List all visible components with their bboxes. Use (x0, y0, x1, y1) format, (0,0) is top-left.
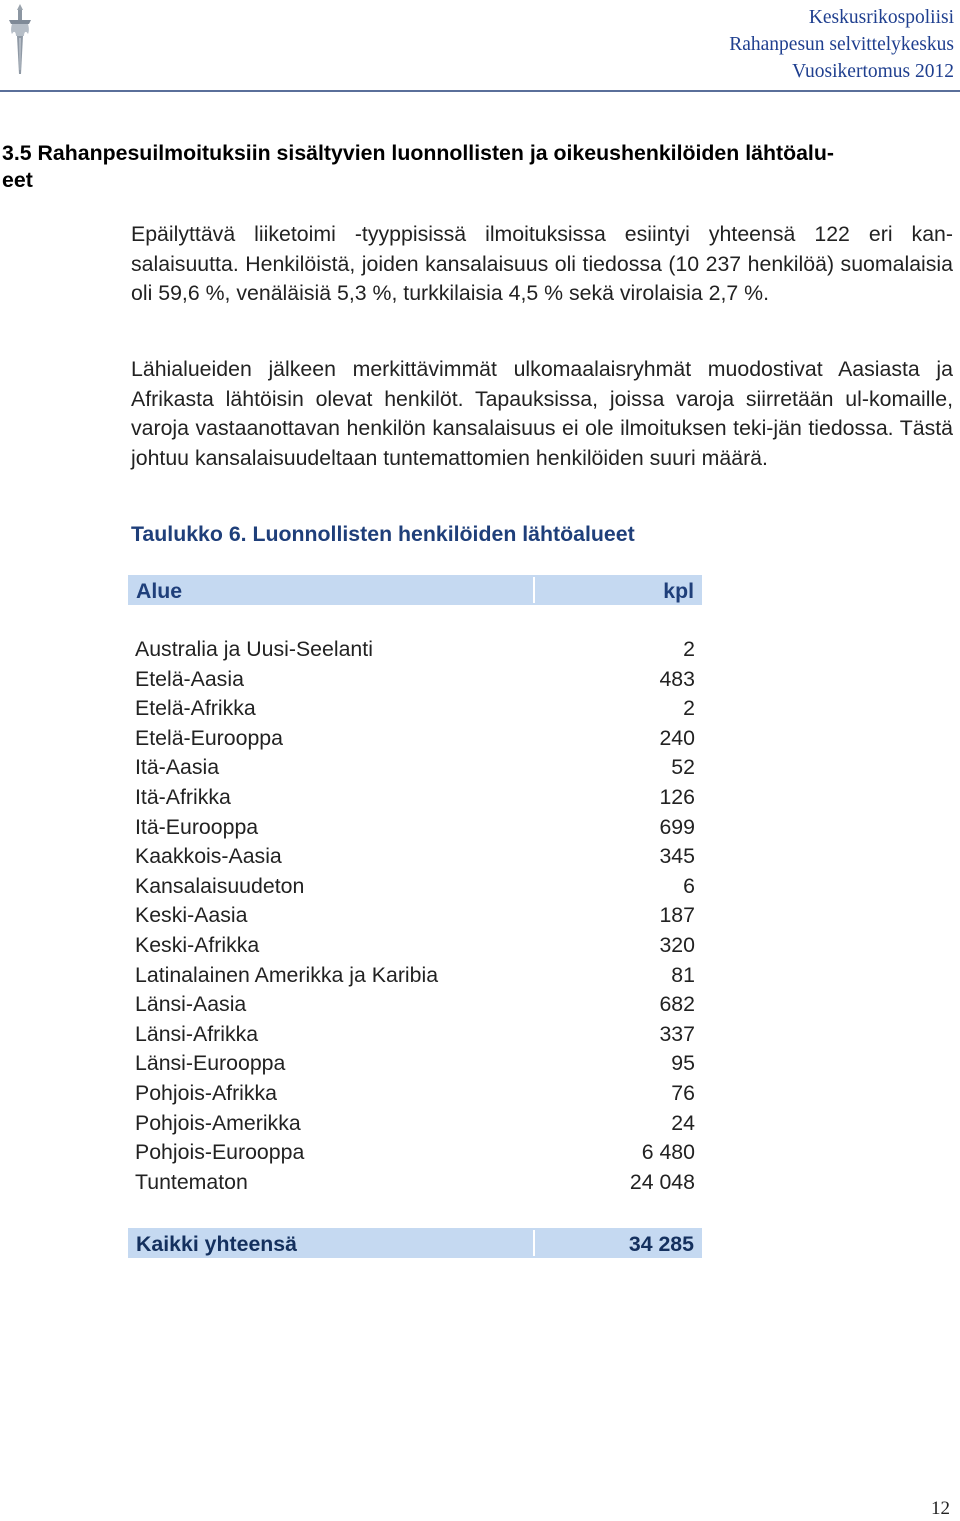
table-row (135, 901, 695, 931)
table-row (135, 724, 695, 754)
column-header-region: Alue (136, 579, 183, 603)
region-count: 699 (659, 814, 695, 839)
region-name: Länsi-Afrikka (135, 1021, 259, 1046)
police-emblem-icon (4, 2, 36, 76)
table-row (135, 783, 695, 813)
region-count: 24 048 (629, 1169, 695, 1194)
region-name: Kaakkois-Aasia (135, 844, 282, 869)
region-name: Keski-Aasia (135, 903, 248, 928)
region-count: 483 (659, 666, 695, 691)
table-row (135, 694, 695, 724)
region-count: 76 (671, 1080, 695, 1105)
table-row (135, 665, 695, 695)
table-row (135, 1079, 695, 1109)
column-divider (533, 577, 535, 603)
region-count: 24 (671, 1110, 695, 1135)
region-name: Kansalaisuudeton (135, 873, 305, 898)
table-title: Taulukko 6. Luonnollisten henkilöiden lähtöalueet (131, 522, 635, 546)
paragraph-regions: Lähialueiden jälkeen merkittävimmät ulkomaalaisryhmät muodostivat Aasiasta ja Afrikasta lähtöisin olevat henkilöt. Tapauksissa, joissa varoja siirretään ul-komaille, varoja vastaanottavan henkilön kansalaisuus ei ole ilmoituksen teki-jän tiedossa. Tästä johtuu kansalaisuudeltaan tuntemattomien henkilöiden suuri määrä. (131, 357, 953, 470)
table-row (135, 1168, 695, 1198)
section-title-line-2: eet (2, 168, 33, 192)
region-name: Länsi-Eurooppa (135, 1051, 286, 1076)
page-number: 12 (931, 1498, 950, 1519)
column-header-count: kpl (663, 579, 694, 603)
table-row (135, 635, 695, 665)
column-divider (533, 1230, 535, 1256)
region-name: Etelä-Aasia (135, 666, 244, 691)
region-name: Pohjois-Eurooppa (135, 1140, 305, 1165)
region-count: 95 (671, 1051, 695, 1076)
paragraph-citizenships: Epäilyttävä liiketoimi -tyyppisissä ilmoituksissa esiintyi yhteensä 122 eri kan-salaisuutta. Henkilöistä, joiden kansalaisuus oli tiedossa (10 237 henkilöä) suomalaisia oli 59,6 %, venäläisiä 5,3 %, turkkilaisia 4,5 % sekä virolaisia 2,7 %. (131, 222, 953, 305)
table-total-row (128, 1228, 702, 1258)
header-unit: Rahanpesun selvittelykeskus (729, 34, 954, 55)
region-name: Australia ja Uusi-Seelanti (135, 637, 373, 661)
region-count: 320 (659, 932, 695, 957)
region-count: 337 (659, 1021, 695, 1046)
table-row (135, 990, 695, 1020)
section-title (2, 140, 922, 194)
region-name: Keski-Afrikka (135, 932, 260, 957)
header-report-title: Vuosikertomus 2012 (792, 61, 954, 82)
table-body (135, 635, 695, 1197)
region-name: Latinalainen Amerikka ja Karibia (135, 962, 439, 987)
region-count: 126 (659, 784, 695, 809)
table-row (135, 1020, 695, 1050)
region-count: 6 (683, 873, 695, 898)
table-row (135, 1138, 695, 1168)
region-name: Itä-Eurooppa (135, 814, 259, 839)
table-row (135, 753, 695, 783)
total-label: Kaikki yhteensä (136, 1232, 297, 1256)
header-organization: Keskusrikospoliisi (808, 7, 954, 28)
table-row (135, 1049, 695, 1079)
total-value: 34 285 (628, 1232, 694, 1256)
table-row (135, 961, 695, 991)
table-row (135, 872, 695, 902)
region-count: 240 (659, 725, 695, 750)
region-name: Etelä-Afrikka (135, 696, 256, 721)
region-count: 81 (671, 962, 695, 987)
region-count: 345 (659, 844, 695, 869)
region-count: 52 (671, 755, 695, 780)
region-name: Itä-Aasia (135, 755, 220, 780)
region-count: 6 480 (641, 1140, 695, 1165)
region-name: Pohjois-Amerikka (135, 1110, 301, 1135)
region-count: 2 (683, 637, 695, 661)
region-name: Itä-Afrikka (135, 784, 231, 809)
table-row (135, 931, 695, 961)
region-count: 187 (659, 903, 695, 928)
region-name: Pohjois-Afrikka (135, 1080, 278, 1105)
report-header (729, 4, 954, 85)
region-count: 682 (659, 992, 695, 1017)
table-header (128, 575, 702, 605)
section-title-line-1: 3.5 Rahanpesuilmoituksiin sisältyvien luonnollisten ja oikeushenkilöiden lähtöalu- (2, 141, 834, 165)
table-row (135, 813, 695, 843)
region-name: Tuntematon (135, 1169, 248, 1194)
table-row (135, 842, 695, 872)
region-count: 2 (683, 696, 695, 721)
table-row (135, 1109, 695, 1139)
header-divider (0, 90, 960, 92)
region-name: Länsi-Aasia (135, 992, 247, 1017)
region-name: Etelä-Eurooppa (135, 725, 283, 750)
